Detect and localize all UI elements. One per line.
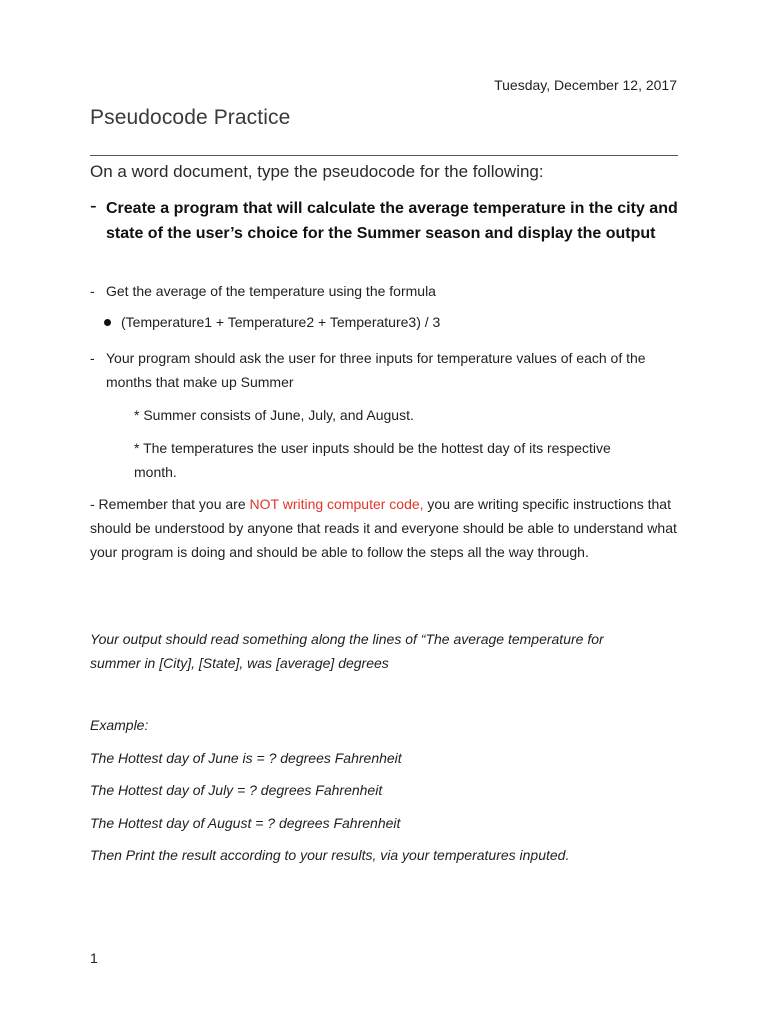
formula-intro-text: Get the average of the temperature using the formula [106, 283, 436, 299]
main-task [90, 196, 680, 246]
formula-intro-item [90, 279, 690, 303]
reminder-paragraph [90, 492, 690, 564]
example-print: Then Print the result according to your results, via your temperatures inputed. [90, 847, 570, 863]
example-heading: Example: [90, 717, 149, 733]
inputs-item [90, 346, 690, 394]
inputs-marker: - [90, 350, 95, 366]
formula-intro-marker: - [90, 283, 95, 299]
formula-bullet [104, 314, 440, 330]
example-june: The Hottest day of June is = ? degrees Fahrenheit [90, 750, 402, 766]
main-task-text: Create a program that will calculate the average temperature in the city and state of the user’s choice for the Summer season and display the output [106, 200, 678, 242]
reminder-suffix: you are writing specific instructions that should be understood by anyone that reads it and everyone should be able to understand what your program is doing and should be able to follow the steps all the way through. [90, 496, 677, 560]
output-description: Your output should read something along the lines of “The average temperature for summer in [City], [State], was [average] degrees [90, 631, 604, 671]
bullet-dot-icon [104, 319, 111, 326]
document-title: Pseudocode Practice [90, 106, 291, 129]
title-divider [90, 155, 678, 156]
note-hottest: * The temperatures the user inputs should be the hottest day of its respective month. [134, 440, 611, 480]
page-number: 1 [90, 950, 98, 966]
reminder-prefix: - Remember that you are [90, 496, 250, 512]
document-date: Tuesday, December 12, 2017 [494, 77, 677, 93]
formula-text: (Temperature1 + Temperature2 + Temperature3) / 3 [121, 314, 441, 330]
main-task-marker: - [90, 195, 97, 217]
inputs-text: Your program should ask the user for three inputs for temperature values of each of the months that make up Summer [106, 350, 646, 390]
example-july: The Hottest day of July = ? degrees Fahrenheit [90, 782, 383, 798]
example-august: The Hottest day of August = ? degrees Fahrenheit [90, 815, 401, 831]
note-summer: * Summer consists of June, July, and August. [134, 407, 414, 423]
reminder-highlight: NOT writing computer code, [249, 496, 424, 512]
intro-text: On a word document, type the pseudocode for the following: [90, 162, 544, 181]
